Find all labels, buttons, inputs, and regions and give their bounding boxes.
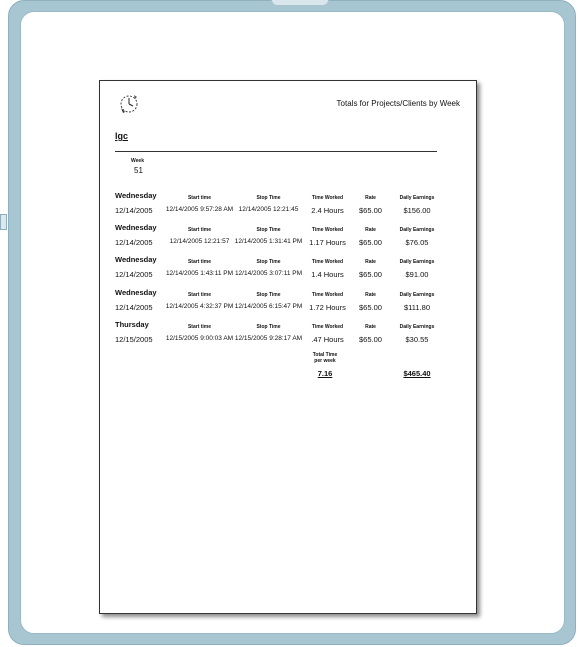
entry-date: 12/14/2005 [115,206,153,215]
stop-time-header: Stop Time [256,292,281,298]
week-label: Week [131,158,144,164]
daily-earnings: $156.00 [403,206,431,215]
daily-earnings: $30.55 [405,335,429,344]
time-worked: 2.4 Hours [311,206,344,215]
time-worked: 1.4 Hours [311,270,344,279]
entry-day: Thursday [115,320,149,329]
daily-earnings: $91.00 [405,270,429,279]
entry-day: Wednesday [115,191,157,200]
report-title: Totals for Projects/Clients by Week [336,99,460,108]
week-value: 51 [134,166,143,175]
side-resize-handle[interactable] [0,214,7,230]
time-entry [100,223,476,253]
entry-date: 12/14/2005 [115,238,153,247]
start-time-header: Start time [187,195,212,201]
daily-earnings-header: Daily Earnings [399,259,435,265]
rate-header: Rate [365,227,376,233]
rate: $65.00 [359,206,382,215]
rate: $65.00 [359,335,382,344]
start-time: 12/15/2005 9:00:03 AM [165,335,234,342]
entry-day: Wednesday [115,223,157,232]
entry-date: 12/15/2005 [115,335,153,344]
rate: $65.00 [359,270,382,279]
time-worked-header: Time Worked [311,324,344,330]
daily-earnings-header: Daily Earnings [399,227,435,233]
stop-time-header: Stop Time [256,195,281,201]
time-worked-header: Time Worked [311,227,344,233]
time-worked-header: Time Worked [311,292,344,298]
entry-day: Wednesday [115,255,157,264]
start-time: 12/14/2005 12:21:57 [169,238,230,245]
total-time-label-line2: per week [314,358,336,364]
stop-time: 12/14/2005 1:31:41 PM [234,238,303,245]
window-top-handle[interactable] [271,0,329,6]
total-hours: 7.16 [317,369,333,378]
rate: $65.00 [359,238,382,247]
start-time: 12/14/2005 4:32:37 PM [165,303,234,310]
rate: $65.00 [359,303,382,312]
daily-earnings-header: Daily Earnings [399,324,435,330]
header-divider [115,151,437,152]
time-entry [100,320,476,350]
clock-logo-icon [117,91,141,115]
daily-earnings-header: Daily Earnings [399,292,435,298]
start-time: 12/14/2005 1:43:11 PM [165,270,234,277]
report-page [99,80,477,614]
start-time-header: Start time [187,324,212,330]
stop-time-header: Stop Time [256,324,281,330]
time-worked-header: Time Worked [311,259,344,265]
time-worked: 1.17 Hours [309,238,346,247]
time-worked-header: Time Worked [311,195,344,201]
time-worked: .47 Hours [311,335,344,344]
daily-earnings-header: Daily Earnings [399,195,435,201]
rate-header: Rate [365,324,376,330]
start-time-header: Start time [187,227,212,233]
rate-header: Rate [365,292,376,298]
time-worked: 1.72 Hours [309,303,346,312]
start-time-header: Start time [187,292,212,298]
total-earnings: $465.40 [403,369,431,378]
stop-time: 12/14/2005 6:15:47 PM [234,303,303,310]
rate-header: Rate [365,195,376,201]
stop-time: 12/15/2005 9:28:17 AM [234,335,303,342]
stop-time: 12/14/2005 12:21:45 [238,206,299,213]
start-time: 12/14/2005 9:57:28 AM [165,206,234,213]
client-name: lgc [115,131,129,141]
stop-time-header: Stop Time [256,259,281,265]
daily-earnings: $111.80 [404,303,430,312]
total-time-label [300,352,350,364]
total-time-label-line1: Total Time [312,352,338,358]
time-entry [100,288,476,318]
stop-time-header: Stop Time [256,227,281,233]
entry-date: 12/14/2005 [115,270,153,279]
daily-earnings: $76.05 [405,238,429,247]
time-entry [100,255,476,285]
stop-time: 12/14/2005 3:07:11 PM [234,270,303,277]
time-entry [100,191,476,221]
rate-header: Rate [365,259,376,265]
entry-date: 12/14/2005 [115,303,153,312]
start-time-header: Start time [187,259,212,265]
entry-day: Wednesday [115,288,157,297]
